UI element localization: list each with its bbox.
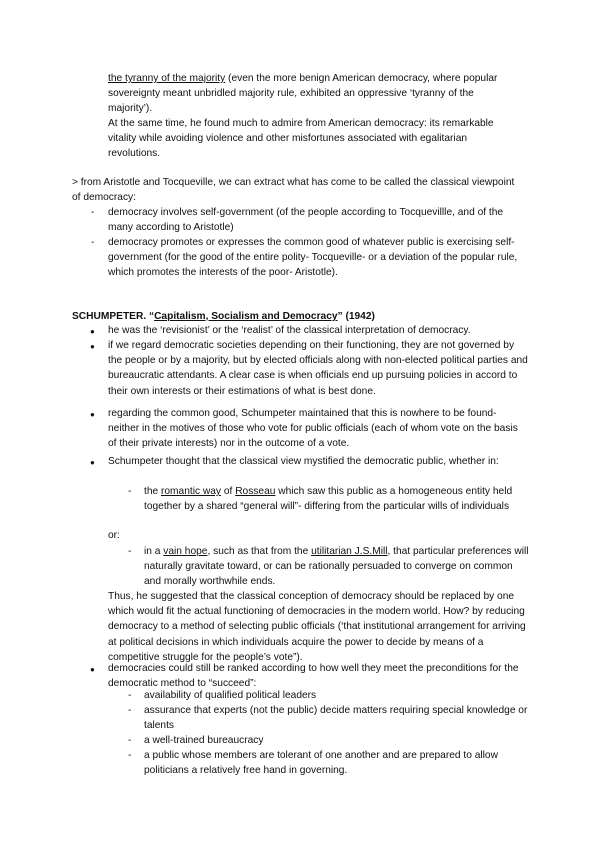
thus-paragraph: Thus, he suggested that the classical conception of democracy should be replaced by one which would fit the actual functioning of democracies in the modern world. How? by reducing democracy to a method of selecting public officials (‘that institutional arrangement for arriving at political decisions in which individuals acquire the power to decide by means of a competitive struggle for the people’s vote”). (108, 591, 526, 663)
bullet-1: he was the ‘revisionist’ or the ‘realist’ of the classical interpretation of democracy. (108, 325, 471, 336)
bullet-3: regarding the common good, Schumpeter maintained that this is nowhere to be found- neither in the motives of those who vote for public officials (each of whom vote on the basis of their private interests) nor in the outcome of a vote. (108, 408, 518, 450)
classical-intro: > from Aristotle and Tocqueville, we can extract what has come to be called the classical viewpoint of democracy: (72, 177, 515, 204)
precondition-4: a public whose members are tolerant of one another and are prepared to allow politicians a relatively free hand in governing. (144, 750, 498, 777)
schumpeter-heading (72, 309, 532, 324)
bullet-2: if we regard democratic societies depending on their functioning, they are not governed by the people or by a majority, but by elected officials along with non-elected political parties and bureaucratic attendants. A clear case is when officials end up pursuing policies in accord to their own interests or their estimations of what is best done. (108, 340, 528, 397)
bullet-4: Schumpeter thought that the classical view mystified the democratic public, whether in: (108, 456, 499, 467)
rosseau-link: Rosseau (235, 486, 276, 497)
tyranny-text: (even the more benign American democracy, where popular sovereignty meant unbridled majority rule, exhibited an oppressive ‘tyranny of the majority’). (108, 73, 498, 115)
sub-item-mill (144, 544, 529, 590)
bullet-5: democracies could still be ranked according to how well they meet the preconditions for the democratic method to “succeed”: (108, 663, 519, 690)
tyranny-link: the tyranny of the majority (108, 73, 226, 84)
sub2-rest: , that particular preferences will naturally gravitate toward, or can be rationally persuaded to converge on common and morally worthwhile ends. (144, 546, 529, 588)
precondition-dash-4: - (128, 750, 132, 761)
heading-prefix: SCHUMPETER. “ (72, 311, 155, 322)
mill-link: utilitarian J.S.Mill (311, 546, 388, 557)
precondition-dash-2: - (128, 705, 132, 716)
bullet-icon: ● (90, 458, 95, 467)
sub-item-rousseau (144, 484, 529, 514)
precondition-3: a well-trained bureaucracy (144, 735, 264, 746)
sub2-pre: in a (144, 546, 164, 557)
classical-dash-2: - (91, 237, 95, 248)
bullet-icon: ● (90, 665, 95, 674)
precondition-1: availability of qualified political leaders (144, 690, 317, 701)
sub-dash-1: - (128, 486, 132, 497)
precondition-dash-3: - (128, 735, 132, 746)
sub-dash-2: - (128, 546, 132, 557)
classical-item-1: democracy involves self-government (of the people according to Tocquevillle, and of the many according to Aristotle) (108, 207, 504, 234)
classical-dash-1: - (91, 207, 95, 218)
bullet-icon: ● (90, 327, 95, 336)
book-title-link: Capitalism, Socialism and Democracy (154, 311, 338, 322)
precondition-dash-1: - (128, 690, 132, 701)
admire-paragraph: At the same time, he found much to admire from American democracy: its remarkable vitality while avoiding violence and other misfortunes associated with egalitarian revolutions. (108, 118, 494, 160)
or-label: or: (108, 530, 120, 541)
precondition-2: assurance that experts (not the public) decide matters requiring special knowledge or talents (144, 705, 528, 732)
sub1-pre: the (144, 486, 161, 497)
heading-year: ” (1942) (337, 311, 375, 322)
sub1-rest: which saw this public as a homogeneous entity held together by a shared “general will”- differing from the particular wills of individuals (144, 486, 513, 513)
vain-hope-link: vain hope (163, 546, 208, 557)
sub2-mid: , such as that from the (207, 546, 312, 557)
sub1-mid: of (221, 486, 236, 497)
tyranny-paragraph (108, 71, 520, 117)
bullet-icon: ● (90, 410, 95, 419)
bullet-icon: ● (90, 342, 95, 351)
classical-item-2: democracy promotes or expresses the common good of whatever public is exercising self-government (for the good of the entire polity- Tocqueville- or a deviation of the popular rule, which promotes the interests of the poor- Aristotle). (108, 237, 518, 279)
romantic-way-link: romantic way (161, 486, 222, 497)
